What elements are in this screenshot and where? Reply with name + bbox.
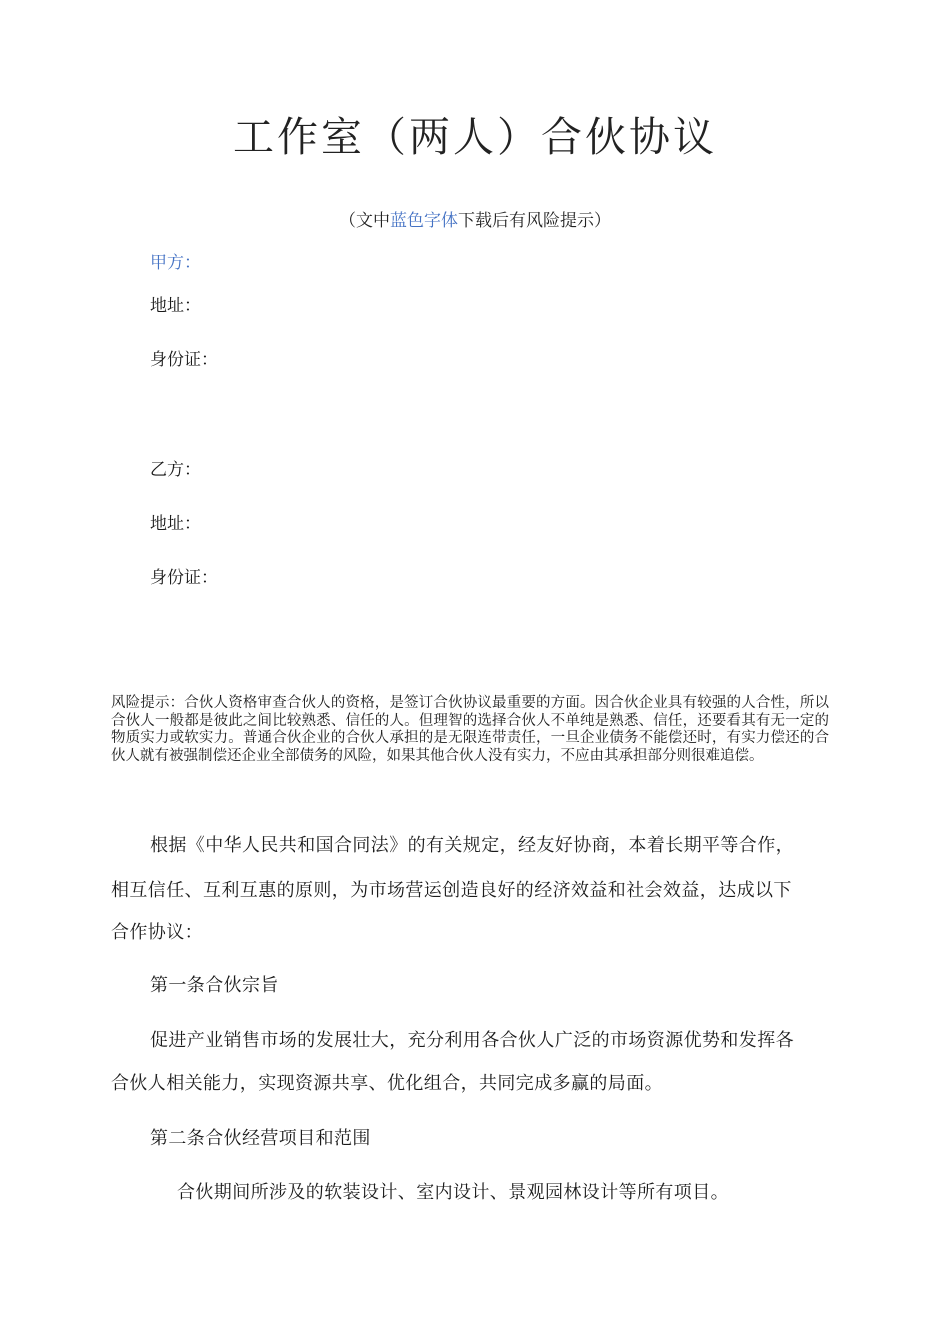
preamble-line-3: 合作协议：	[111, 922, 203, 943]
article1-body-line-2: 合伙人相关能力，实现资源共享、优化组合，共同完成多赢的局面。	[111, 1073, 663, 1094]
subtitle-suffix: 下载后有风险提示）	[458, 211, 611, 231]
subtitle	[0, 206, 950, 231]
risk-notice: 风险提示：合伙人资格审查合伙人的资格，是签订合伙协议最重要的方面。因合伙企业具有较强的人合性，所以合伙人一般都是彼此之间比较熟悉、信任的人。但理智的选择合伙人不单纯是熟悉、信任，还要看其有无一定的物质实力或软实力。普通合伙企业的合伙人承担的是无限连带责任，一旦企业债务不能偿还时，有实力偿还的合伙人就有被强制偿还企业全部债务的风险，如果其他合伙人没有实力，不应由其承担部分则很难追偿。	[111, 695, 829, 764]
party-a-id: 身份证：	[150, 350, 218, 370]
subtitle-highlight: 蓝色字体	[390, 211, 458, 231]
subtitle-prefix: （文中	[339, 211, 390, 231]
party-a-label: 甲方：	[150, 253, 201, 273]
article2-heading: 第二条合伙经营项目和范围	[150, 1128, 371, 1149]
article1-body-line-1: 促进产业销售市场的发展壮大，充分利用各合伙人广泛的市场资源优势和发挥各	[150, 1030, 794, 1051]
party-a-address: 地址：	[150, 296, 201, 316]
article1-heading: 第一条合伙宗旨	[150, 975, 279, 996]
preamble-line-2: 相互信任、互利互惠的原则，为市场营运创造良好的经济效益和社会效益，达成以下	[111, 880, 792, 901]
article2-body: 合伙期间所涉及的软装设计、室内设计、景观园林设计等所有项目。	[177, 1182, 729, 1203]
document-title: 工作室（两人）合伙协议	[233, 113, 717, 161]
party-b-label: 乙方：	[150, 460, 201, 480]
party-b-id: 身份证：	[150, 568, 218, 588]
party-b-address: 地址：	[150, 514, 201, 534]
preamble-line-1: 根据《中华人民共和国合同法》的有关规定，经友好协商，本着长期平等合作，	[150, 835, 794, 856]
